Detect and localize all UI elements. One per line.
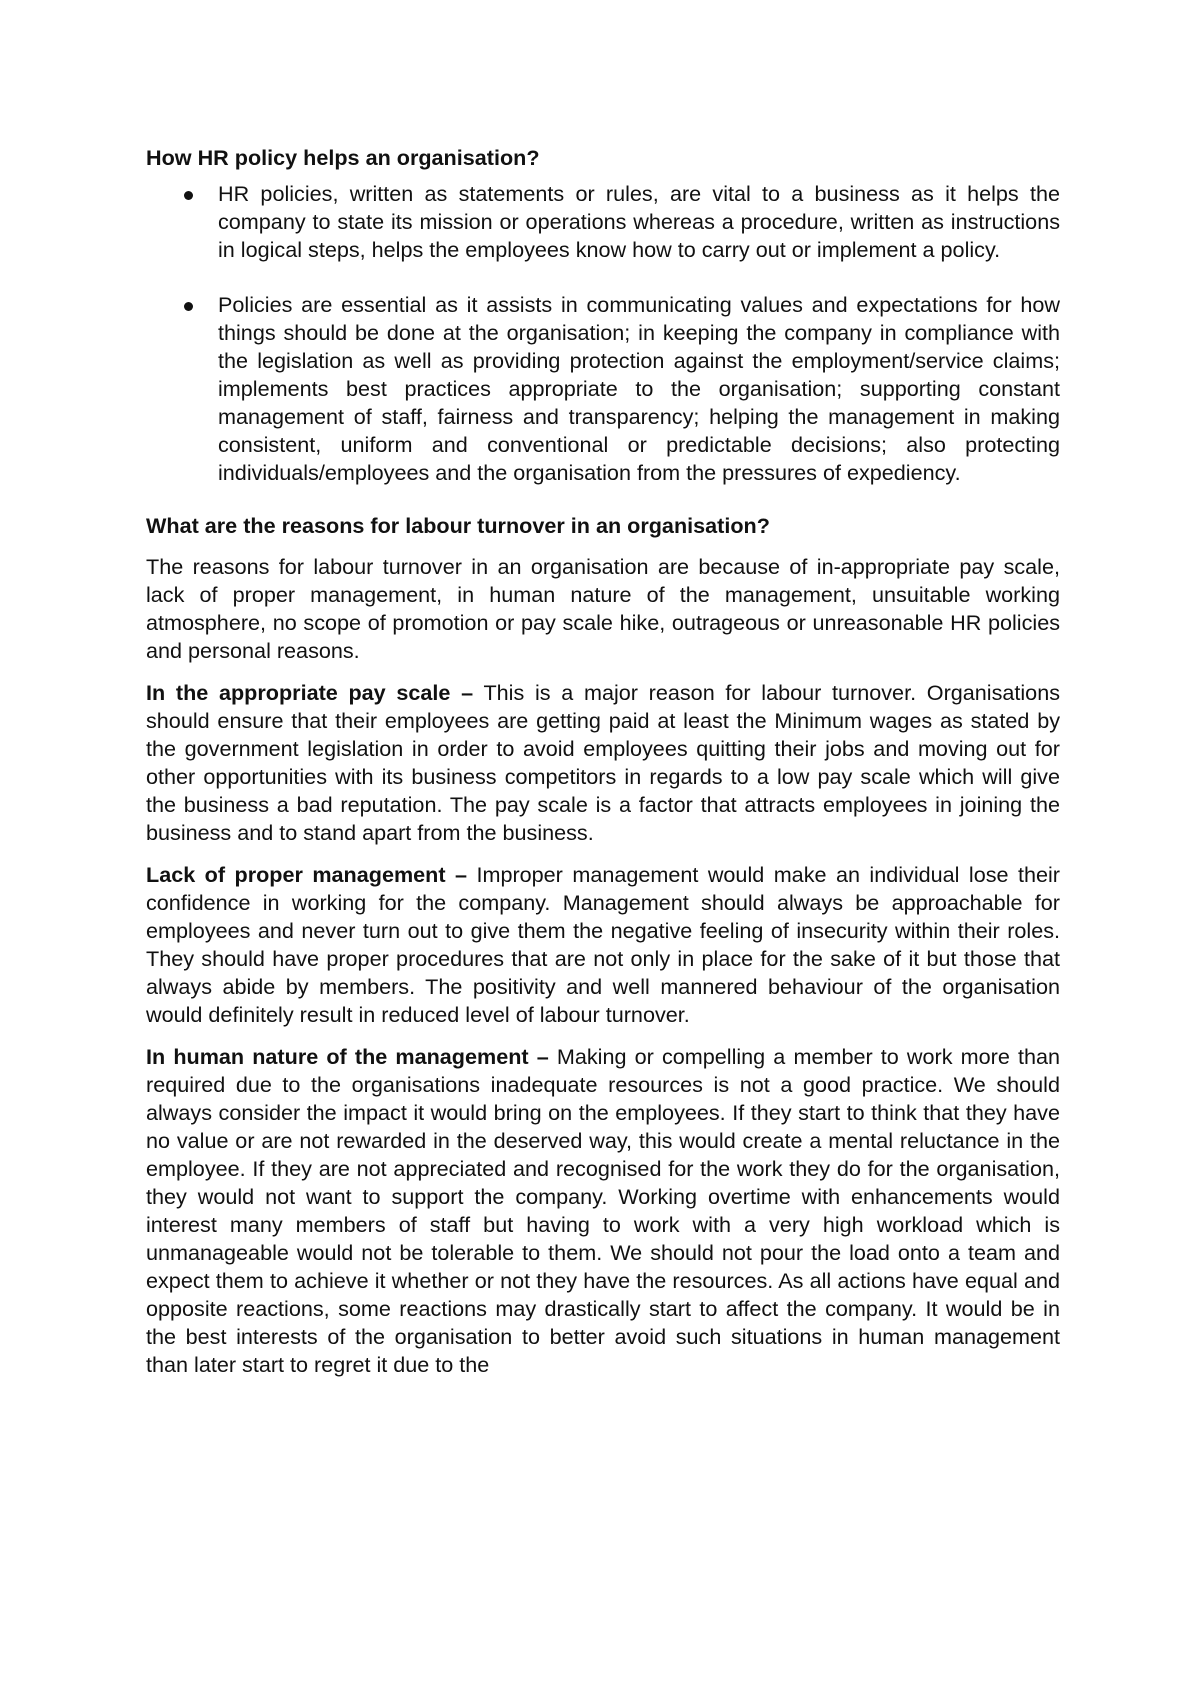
- bullet-text: HR policies, written as statements or rules, are vital to a business as it helps the company to state its mission or operations whereas a procedure, written as instructions in logical steps, helps the employees know how to carry out or implement a policy.: [218, 181, 1060, 262]
- reason-paragraph-pay-scale: [146, 679, 1060, 847]
- reason-text: Improper management would make an individual lose their confidence in working for the company. Management should always be approachable for employees and never turn out to give them the negative feeling of insecurity within their roles. They should have proper procedures that are not only in place for the sake of it but those that always abide by members. The positivity and well mannered behaviour of the organisation would definitely result in reduced level of labour turnover.: [146, 862, 1060, 1027]
- bullet-item: [146, 291, 1060, 487]
- reason-title: Lack of proper management –: [146, 862, 468, 887]
- bullet-text: Policies are essential as it assists in communicating values and expectations for how things should be done at the organisation; in keeping the company in compliance with the legislation as well as providing protection against the employment/service claims; implements best practices appropriate to the organisation; supporting constant management of staff, fairness and transparency; helping the management in making consistent, uniform and conventional or predictable decisions; also protecting individuals/employees and the organisation from the pressures of expediency.: [218, 292, 1060, 485]
- bullet-icon: [184, 191, 193, 200]
- reason-paragraph-management: [146, 861, 1060, 1029]
- reason-paragraph-human-nature: [146, 1043, 1060, 1379]
- document-page: [146, 144, 1060, 1379]
- section-heading-hr-policy: How HR policy helps an organisation?: [146, 145, 540, 170]
- section-heading-labour-turnover: What are the reasons for labour turnover in an organisation?: [146, 513, 770, 538]
- reason-text: Making or compelling a member to work more than required due to the organisations inadequate resources is not a good practice. We should always consider the impact it would bring on the employees. If they start to think that they have no value or are not rewarded in the deserved way, this would create a mental reluctance in the employee. If they are not appreciated and recognised for the work they do for the organisation, they would not want to support the company. Working overtime with enhancements would interest many members of staff but having to work with a very high workload which is unmanageable would not be tolerable to them. We should not pour the load onto a team and expect them to achieve it whether or not they have the resources. As all actions have equal and opposite reactions, some reactions may drastically start to affect the company. It would be in the best interests of the organisation to better avoid such situations in human management than later start to regret it due to the: [146, 1044, 1060, 1377]
- reason-title: In the appropriate pay scale –: [146, 680, 474, 705]
- labour-turnover-intro: The reasons for labour turnover in an organisation are because of in-appropriate pay scale, lack of proper management, in human nature of the management, unsuitable working atmosphere, no scope of promotion or pay scale hike, outrageous or unreasonable HR policies and personal reasons.: [146, 554, 1060, 663]
- bullet-icon: [184, 302, 193, 311]
- hr-policy-bullet-list: [146, 180, 1060, 487]
- reason-text: This is a major reason for labour turnover. Organisations should ensure that their employees are getting paid at least the Minimum wages as stated by the government legislation in order to avoid employees quitting their jobs and moving out for other opportunities with its business competitors in regards to a low pay scale which will give the business a bad reputation. The pay scale is a factor that attracts employees in joining the business and to stand apart from the business.: [146, 680, 1060, 845]
- bullet-item: [146, 180, 1060, 264]
- reason-title: In human nature of the management –: [146, 1044, 549, 1069]
